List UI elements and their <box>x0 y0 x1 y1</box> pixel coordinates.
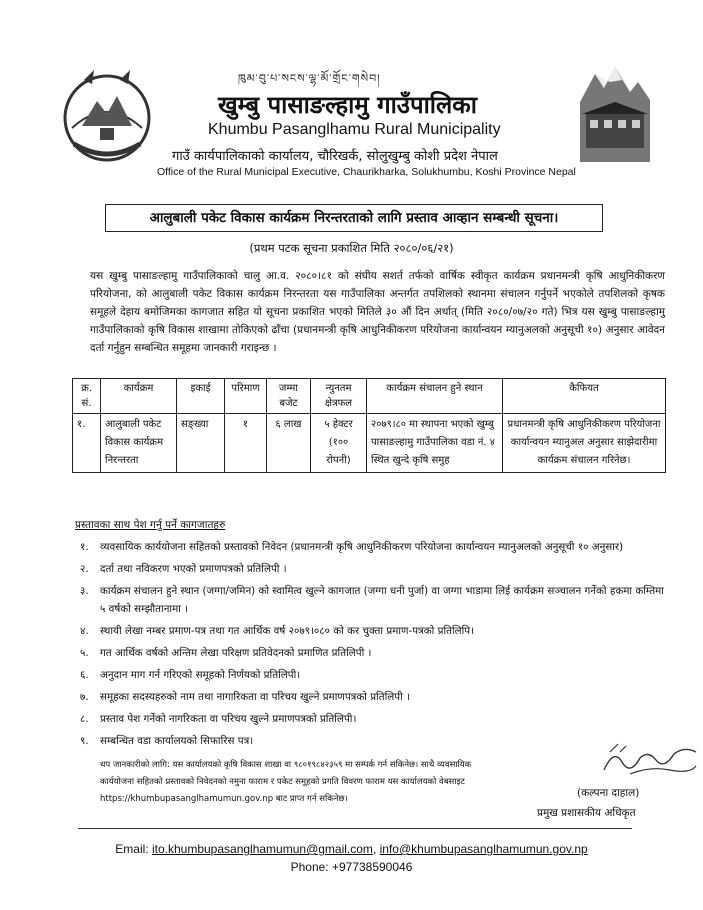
footer-email <box>0 842 703 856</box>
table-header: जम्मा बजेट <box>267 379 311 414</box>
list-item <box>80 582 670 618</box>
table-header: कैफियत <box>503 379 666 414</box>
item-text: दर्ता तथा नविकरण भएको प्रमाणपत्रको प्रतिलिपी । <box>100 563 287 575</box>
item-number: ४. <box>80 625 89 637</box>
documents-list <box>80 538 670 754</box>
contact-info <box>100 757 480 808</box>
signatory-name: (कल्पना दाहाल) <box>577 787 640 799</box>
table-cell: ५ हेक्टर (१०० रोपनी) <box>311 414 367 473</box>
list-item <box>80 732 670 750</box>
table-header: क्र. सं. <box>73 379 101 414</box>
table-header: कार्यक्रम संचालन हुने स्थान <box>367 379 503 414</box>
publication-date: (प्रथम पटक सूचना प्रकाशित मिति २०८०/०६/२१) <box>249 241 454 255</box>
table-cell: २०७९।८० मा स्थापना भएको खुम्बु पासाङल्हामु गाउँपालिका वडा नं. ४ स्थित खुन्दे कृषि समुह <box>367 414 503 473</box>
list-item <box>80 644 670 662</box>
list-item <box>80 560 670 578</box>
monastery-picture-icon <box>580 62 650 162</box>
item-number: ९. <box>80 735 89 747</box>
item-text: समूहका सदस्यहरुको नाम तथा नागारिकता वा परिचय खुल्ने प्रमाणपत्रको प्रतिलिपी । <box>100 691 410 703</box>
contact-line: थप जानकारीको लागि: यस कार्यालयको कृषि विकास शाखा वा ९८०१९८४२३५९ मा सम्पर्क गर्न सकिनेछ। साथै व्यवसायिक <box>100 760 472 770</box>
item-text: प्रस्ताव पेश गर्नेको नागरिकता वा परिचय खुल्ने प्रमाणपत्रको प्रतिलिपी। <box>100 713 357 725</box>
documents-heading: प्रस्तावका साथ पेश गर्नु पर्ने कागजातहरु <box>75 519 226 531</box>
item-number: ८. <box>80 713 89 725</box>
handwritten-signature-icon <box>600 740 700 780</box>
table-cell: प्रधानमन्त्री कृषि आधुनिकीकरण परियोजना कार्यान्वयन म्यानुअल अनुसार साझेदारीमा कार्यक्रम संचालन गरिनेछ। <box>503 414 666 473</box>
table-cell: १. <box>73 414 101 473</box>
item-text: सम्बन्धित वडा कार्यालयको सिफारिस पत्र। <box>100 735 254 747</box>
municipality-name-nepali: खुम्बु पासाङल्हामु गाउँपालिका <box>218 91 477 119</box>
website-link[interactable]: https://khumbupasanglhamumun.gov.np <box>100 794 274 804</box>
item-text: व्यवसायिक कार्ययोजना सहितको प्रस्तावको निवेदन (प्रधानमन्त्री कृषि आधुनिकीकरण परियोजना कार्यान्वयन म्यानुअलको अनुसूची १० अनुसार) <box>100 541 624 553</box>
item-number: ७. <box>80 691 89 703</box>
list-item <box>80 538 670 556</box>
list-item <box>80 666 670 684</box>
tibetan-municipality-name: ཁུམ་བུ་པ་སངས་ལྷ་མོ་གྲོང་གསེབ། <box>238 72 381 85</box>
footer-phone: Phone: +97738590046 <box>290 860 413 874</box>
list-item <box>80 688 670 706</box>
municipality-name-english: Khumbu Pasanglhamu Rural Municipality <box>208 121 501 138</box>
item-number: २. <box>80 563 89 575</box>
notice-title: आलुबाली पकेट विकास कार्यक्रम निरन्तरताको लागि प्रस्ताव आव्हान सम्बन्धी सूचना। <box>105 204 603 232</box>
table-header: परिमाण <box>225 379 267 414</box>
email-separator: , <box>372 842 380 856</box>
contact-line: कार्ययोजना सहितको प्रस्तावको निवेदनको नमुना फाराम र पकेट समूहको प्रगति विवरण फाराम यस कार्यालयको वेबसाइट <box>100 777 465 787</box>
footer-divider <box>78 828 632 829</box>
office-address-english: Office of the Rural Municipal Executive, Chaurikharka, Solukhumbu, Koshi Province Nepal <box>157 166 576 178</box>
table-cell: आलुबाली पकेट विकास कार्यक्रम निरन्तरता <box>101 414 177 473</box>
email-link[interactable]: info@khumbupasanglhamumun.gov.np <box>379 842 588 856</box>
list-item <box>80 622 670 640</box>
table-header: न्युनतम क्षेत्रफल <box>311 379 367 414</box>
item-text: स्थायी लेखा नम्बर प्रमाण-पत्र तथा गत आर्थिक वर्ष २०७९।०८० को कर चुक्ता प्रमाण-पत्रको प्रतिलिपि। <box>100 625 475 637</box>
list-item <box>80 710 670 728</box>
table-cell: सङ्ख्या <box>177 414 225 473</box>
table-cell: ६ लाख <box>267 414 311 473</box>
item-text: अनुदान माग गर्न गरिएको समूहको निर्णयको प्रतिलिपी। <box>100 669 301 681</box>
email-link[interactable]: ito.khumbupasanglhamumun@gmail.com <box>151 842 373 856</box>
item-text: कार्यक्रम संचालन हुने स्थान (जग्गा/जमिन) को स्वामित्व खुल्ने कागजात (जग्गा धनी पुर्जा) वा जग्गा भाडामा लिई कार्यक्रम सञ्चालन गर्नेको हकमा कम्तिमा ५ वर्षको सम्झौतानामा । <box>100 585 664 615</box>
signatory-title: प्रमुख प्रशासकीय अधिकृत <box>537 807 636 819</box>
contact-line <box>100 791 480 808</box>
table-header: इकाई <box>177 379 225 414</box>
email-label: Email: <box>115 842 152 856</box>
table-header-row <box>73 379 666 414</box>
table-header: कार्यक्रम <box>101 379 177 414</box>
office-address-nepali: गाउँ कार्यपालिकाको कार्यालय, चौरिखर्क, सोलुखुम्बु कोशी प्रदेश नेपाल <box>172 149 498 164</box>
item-text: गत आर्थिक वर्षको अन्तिम लेखा परिक्षण प्रतिवेदनको प्रमाणित प्रतिलिपी । <box>100 647 372 659</box>
item-number: ६. <box>80 669 89 681</box>
nepal-emblem-icon <box>52 66 162 166</box>
table-cell: १ <box>225 414 267 473</box>
item-number: ३. <box>80 585 89 597</box>
item-number: ५. <box>80 647 89 659</box>
notice-paragraph: यस खुम्बु पासाङल्हामु गाउँपालिकाको चालु आ.व. २०८०।८१ को संघीय सशर्त तर्फको वार्षिक स्वीकृत कार्यक्रम प्रधानमन्त्री कृषि आधुनिकीकरण परियोजना, को आलुबाली पकेट विकास कार्यक्रम निरन्तरता यस गाउँपालिका अन्तर्गत तपशिलको स्थानमा संचालन गर्नुपर्ने भएकोले तपशिलको कृषक समूहले देहाय बमोजिमका कागजात सहित यो सूचना प्रकाशित भएको मितिले ३० औं दिन अर्थात् (मिति २०८०/०७/२० गते) भित्र यस खुम्बु पासाङल्हामु गाउँपालिकाको कृषि विकास शाखामा तोकिएको ढाँचा (प्रधानमन्त्री कृषि आधुनिकीकरण परियोजना कार्यान्वयन म्यानुअलको अनुसूची १०) अनुसार आवेदन दर्ता गर्नुहुन सम्बन्धित समूहमा जानकारी गराइन्छ । <box>90 270 665 354</box>
item-number: १. <box>80 541 89 553</box>
program-table <box>72 378 666 473</box>
table-row <box>73 414 666 473</box>
contact-suffix: बाट प्राप्त गर्न सकिनेछ। <box>273 794 348 804</box>
